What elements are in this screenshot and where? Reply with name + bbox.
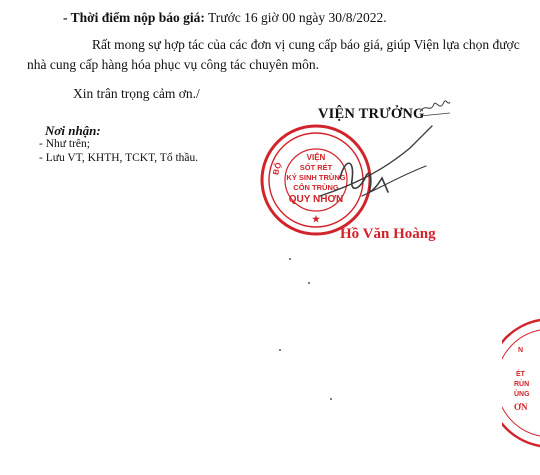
speck: [330, 398, 332, 400]
appeal-line-1: Rất mong sự hợp tác của các đơn vị cung cấp báo giá, giúp Viện lựa chọn được: [92, 37, 520, 52]
svg-text:CÔN TRÙNG: CÔN TRÙNG: [293, 183, 339, 192]
svg-text:KÝ SINH TRÙNG: KÝ SINH TRÙNG: [286, 173, 346, 182]
deadline-value: Trước 16 giờ 00 ngày 30/8/2022.: [204, 10, 387, 25]
closing-thanks: Xin trân trọng cảm ơn./: [73, 86, 200, 101]
recipient-item: - Như trên;: [39, 138, 90, 150]
recipients-label: Nơi nhận:: [45, 123, 101, 138]
svg-text:N: N: [518, 347, 524, 354]
svg-text:BỘ: BỘ: [271, 161, 284, 176]
svg-text:VIỆN: VIỆN: [306, 153, 326, 162]
svg-text:ƠN: ƠN: [514, 402, 528, 412]
deadline-label: - Thời điểm nộp báo giá:: [63, 10, 205, 25]
svg-text:★: ★: [311, 214, 321, 224]
initials-mark: [418, 96, 452, 118]
edge-seal-fragment: [502, 318, 540, 448]
svg-text:SỐT RÉT: SỐT RÉT: [299, 163, 333, 172]
handwritten-signature: [300, 118, 440, 208]
svg-text:ÉT: ÉT: [516, 371, 525, 378]
speck: [308, 282, 310, 284]
signer-name: Hồ Văn Hoàng: [340, 226, 436, 242]
speck: [289, 258, 291, 260]
svg-text:ÙNG: ÙNG: [514, 391, 530, 398]
deadline-line: [63, 10, 387, 26]
svg-text:RÙN: RÙN: [514, 381, 530, 388]
appeal-line-2: nhà cung cấp hàng hóa phục vụ công tác chuyên môn.: [27, 57, 320, 72]
signature-title: VIỆN TRƯỞNG: [318, 106, 425, 122]
recipient-item: - Lưu VT, KHTH, TCKT, Tổ thầu.: [39, 152, 199, 164]
svg-text:QUY NHƠN: QUY NHƠN: [288, 194, 344, 205]
speck: [279, 349, 281, 351]
